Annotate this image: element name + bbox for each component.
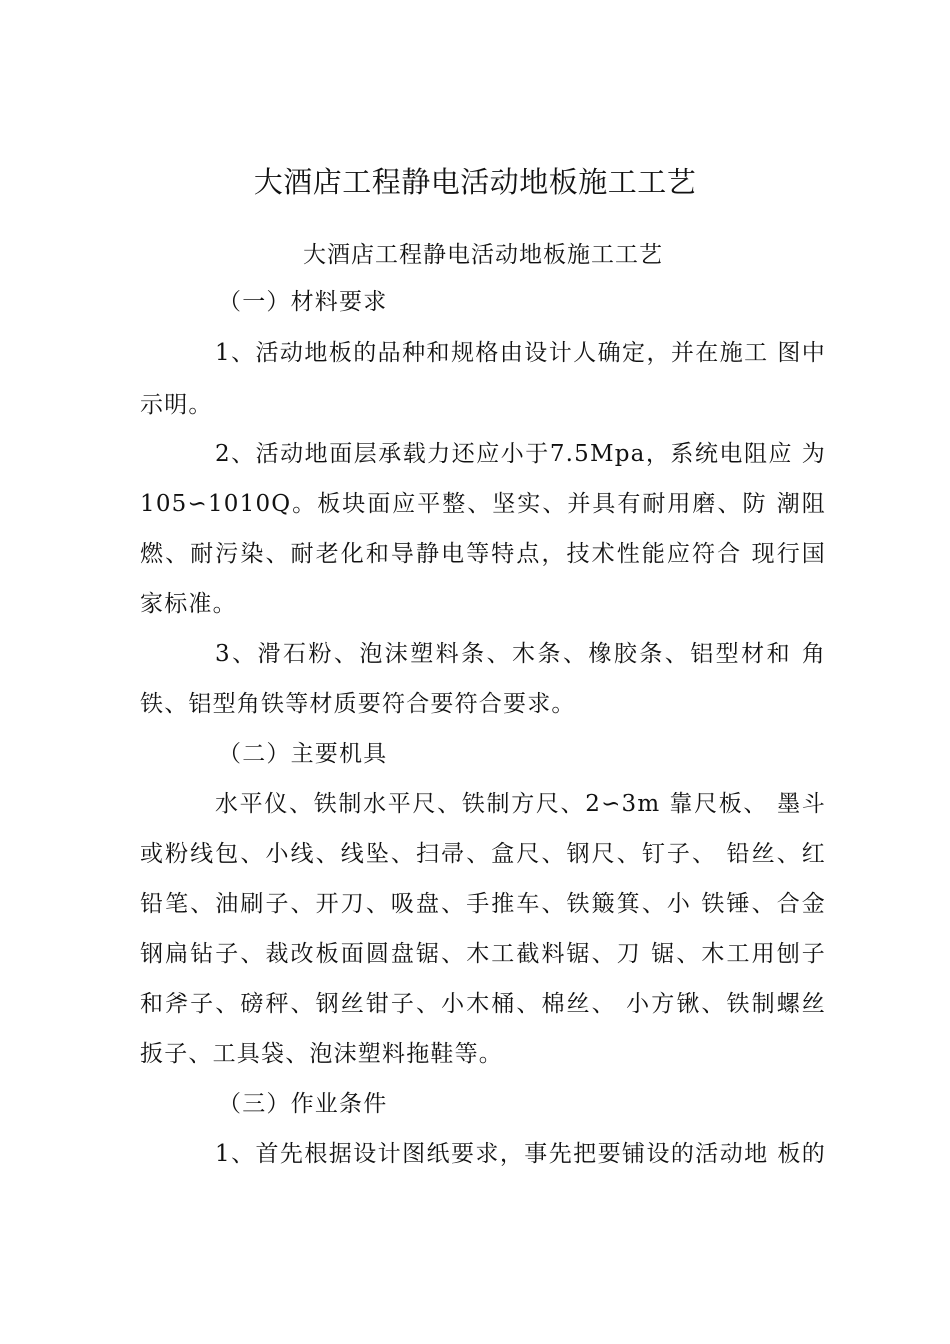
paragraph-line: 燃、耐污染、耐老化和导静电等特点，技术性能应符合 现行国 (140, 541, 826, 567)
paragraph-line: 示明。 (140, 392, 213, 418)
paragraph-line: 铅笔、油刷子、开刀、吸盘、手推车、铁簸箕、小 铁锤、合金 (140, 891, 826, 917)
paragraph-line: 和斧子、磅秤、钢丝钳子、小木桶、棉丝、 小方锹、铁制螺丝 (140, 991, 826, 1017)
section-heading: （一）材料要求 (218, 289, 388, 315)
section-heading: （三）作业条件 (218, 1091, 388, 1117)
paragraph-line: 水平仪、铁制水平尺、铁制方尺、2∽3m 靠尺板、 墨斗 (215, 791, 826, 817)
paragraph-line: 铁、铝型角铁等材质要符合要符合要求。 (140, 691, 576, 717)
paragraph-line: 扳子、工具袋、泡沫塑料拖鞋等。 (140, 1041, 503, 1067)
document-title: 大酒店工程静电活动地板施工工艺 (253, 165, 697, 199)
paragraph-line: 或粉线包、小线、线坠、扫帚、盒尺、钢尺、钉子、 铅丝、红 (140, 841, 826, 867)
paragraph-line: 1、首先根据设计图纸要求，事先把要铺设的活动地 板的 (215, 1141, 826, 1167)
paragraph-line: 2、活动地面层承载力还应小于7.5Mpa，系统电阻应 为 (215, 441, 826, 467)
paragraph-line: 家标准。 (140, 591, 237, 617)
section-heading: （二）主要机具 (218, 741, 388, 767)
paragraph-line: 3、滑石粉、泡沫塑料条、木条、橡胶条、铝型材和 角 (215, 641, 826, 667)
paragraph-line: 钢扁钻子、裁改板面圆盘锯、木工截料锯、刀 锯、木工用刨子 (140, 941, 826, 967)
paragraph-line: 1、活动地板的品种和规格由设计人确定，并在施工 图中 (215, 340, 826, 366)
paragraph-line: 105∽1010Q。板块面应平整、坚实、并具有耐用磨、防 潮阻 (140, 491, 826, 517)
document-subtitle: 大酒店工程静电活动地板施工工艺 (303, 242, 663, 268)
